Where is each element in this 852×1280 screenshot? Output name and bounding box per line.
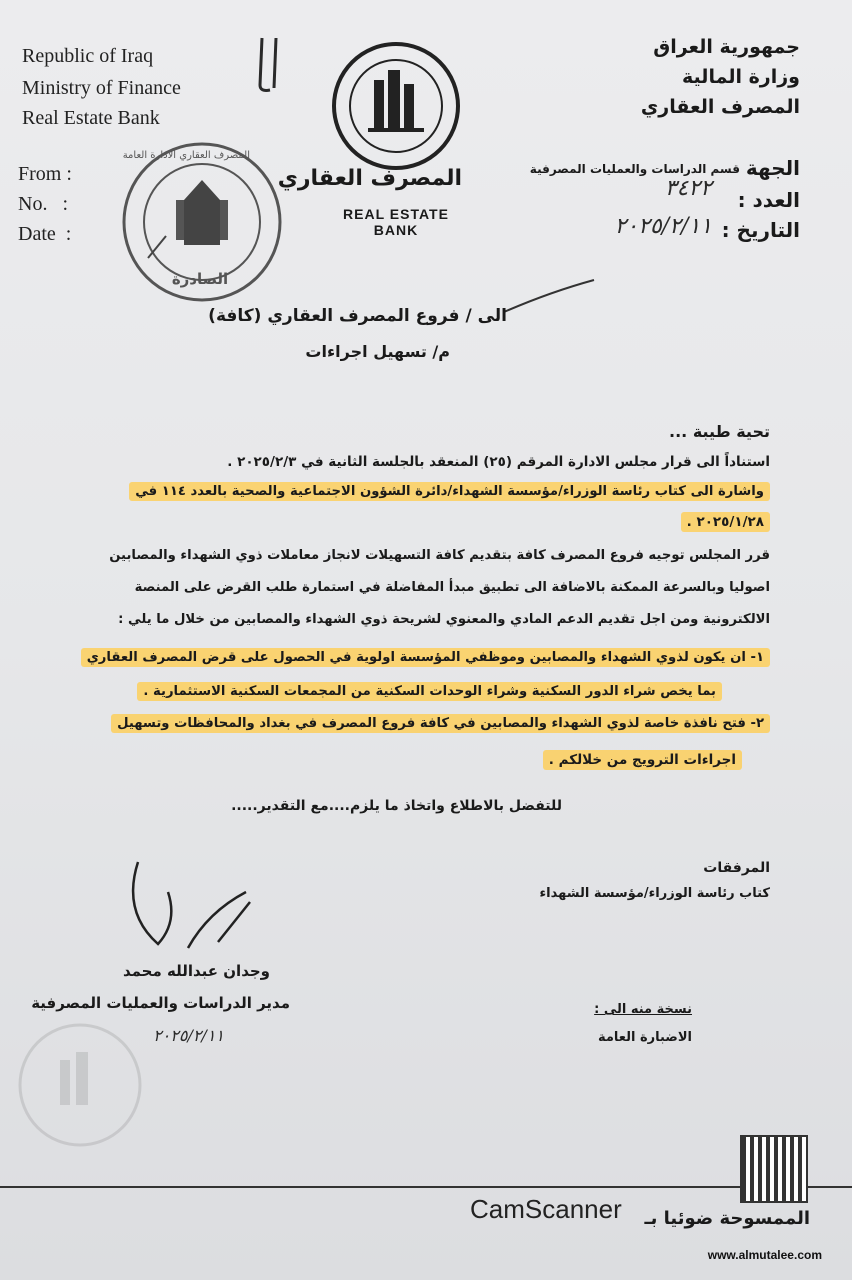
date-label: Date : [18, 223, 72, 245]
body-para2-line2: ٢٠٢٥/١/٢٨ . [681, 514, 770, 530]
stamp-bottom-text: الصادرة [171, 270, 229, 288]
header-en-line1: Republic of Iraq [22, 45, 154, 67]
bracket-mark [250, 30, 290, 100]
body-para3-line1: قرر المجلس توجيه فروع المصرف كافة بتقديم كافة التسهيلات لانجاز معاملات ذوي الشهداء والمصابين [109, 548, 770, 563]
qr-code [740, 1135, 808, 1203]
no-label: No. : [18, 193, 68, 215]
stamp-top-text: المصرف العقاري الادارة العامة [122, 150, 250, 161]
signatory-title: مدير الدراسات والعمليات المصرفية [31, 994, 290, 1012]
list-item-2-line2: اجراءات الترويج من خلالكم . [543, 752, 742, 768]
number-label: العدد : [737, 188, 800, 212]
list-item-2-line1: ٢- فتح نافذة خاصة لذوي الشهداء والمصابين في كافة فروع المصرف في بغداد والمحافظات وتسهيل [111, 716, 770, 731]
copy-item: الاضبارة العامة [597, 1030, 692, 1045]
from-label: From : [18, 163, 72, 185]
list-item-1-line1: ١- ان يكون لذوي الشهداء والمصابين وموظفي المؤسسة اولوية في الحصول على قرض المصرف العقاري [81, 650, 770, 665]
pen-stroke [500, 278, 600, 318]
copy-label: نسخة منه الى : [594, 1002, 692, 1017]
signature-date: ٢٠٢٥/٢/١١ [153, 1026, 224, 1045]
signatory-name: وجدان عبدالله محمد [122, 962, 270, 980]
source-website: www.almutalee.com [707, 1248, 822, 1262]
header-ar-line1: جمهورية العراق [653, 36, 800, 58]
attachments-item: كتاب رئاسة الوزراء/مؤسسة الشهداء [539, 886, 770, 901]
date-value: ٢٠٢٥/٢/١١ [614, 214, 712, 239]
closing-line: للتفضل بالاطلاع واتخاذ ما يلزم....مع التقدير..... [231, 798, 562, 814]
header-ar-line3: المصرف العقاري [640, 96, 800, 118]
addressee: الى / فروع المصرف العقاري (كافة) [208, 306, 507, 326]
footer-divider [0, 1186, 852, 1188]
header-ar-line2: وزارة المالية [682, 66, 800, 88]
logo-arabic-name: المصرف العقاري [277, 166, 462, 191]
faded-stamp-watermark [10, 1020, 170, 1150]
body-para2-line1: واشارة الى كتاب رئاسة الوزراء/مؤسسة الشهداء/دائرة الشؤون الاجتماعية والصحية بالعدد ١١٤ في [129, 484, 770, 499]
subject: م/ تسهيل اجراءات [305, 342, 450, 361]
dept-label: الجهة [745, 156, 800, 180]
date-label-ar: التاريخ : [721, 218, 800, 242]
header-en-line2: Ministry of Finance [22, 77, 181, 99]
number-value: ٣٤٢٢ [664, 176, 712, 201]
body-para1: استناداً الى قرار مجلس الادارة المرقم (٢٥) المنعقد بالجلسة الثانية في ٢٠٢٥/٢/٣ . [227, 454, 770, 470]
bank-logo-emblem [330, 40, 462, 172]
handwritten-signature [118, 852, 258, 962]
attachments-label: المرفقات [703, 860, 770, 876]
camscanner-brand: CamScanner [470, 1194, 622, 1224]
dept-value: قسم الدراسات والعمليات المصرفية [529, 162, 740, 176]
body-para3-line3: الالكترونية ومن اجل تقديم الدعم المادي والمعنوي لشريحة ذوي الشهداء والمصابين من خلال ما يلي : [118, 612, 770, 627]
body-para3-line2: اصوليا وبالسرعة الممكنة بالاضافة الى تطبيق مبدأ المفاضلة في استمارة طلب القرض على المنصة [134, 580, 770, 595]
greeting: تحية طيبة ... [669, 422, 770, 441]
logo-english-name: REAL ESTATE BANK [343, 206, 449, 238]
list-item-1-line2: بما يخص شراء الدور السكنية وشراء الوحدات السكنية من المجمعات السكنية الاستثمارية . [137, 684, 722, 699]
header-en-line3: Real Estate Bank [22, 107, 160, 129]
scanned-with-label: الممسوحة ضوئيا بـ [644, 1208, 810, 1229]
